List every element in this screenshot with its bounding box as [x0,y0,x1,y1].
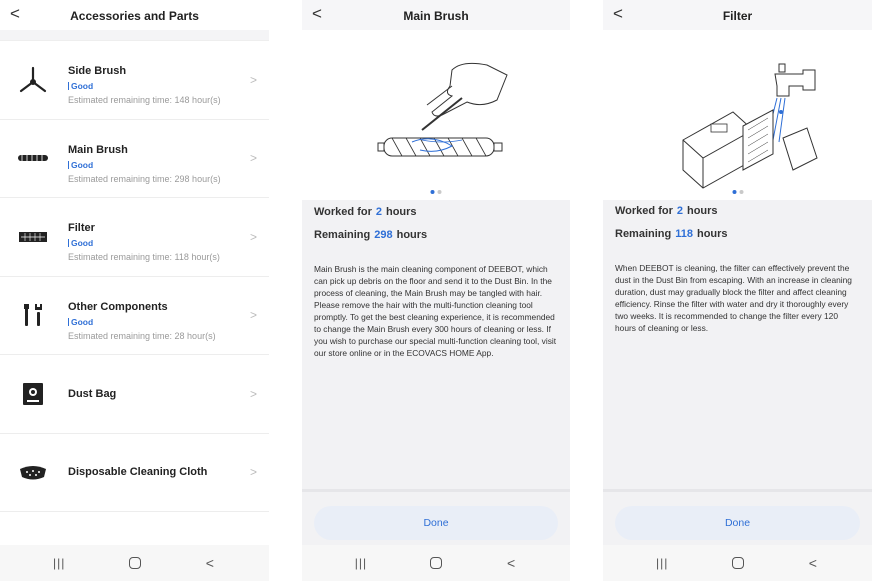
accessories-screen [0,0,269,581]
remaining-value: 118 [675,228,693,240]
back-button[interactable]: < [613,4,623,23]
done-area [302,489,570,545]
done-area [603,489,872,545]
item-name: Main Brush [68,143,128,156]
remaining-stat [615,228,728,240]
page-title: Main Brush [403,9,469,23]
chevron-right-icon: > [249,229,257,244]
home-button[interactable] [732,557,744,569]
worked-label: Worked for [615,205,673,217]
recent-apps-button[interactable]: ||| [52,556,66,570]
worked-unit: hours [385,206,417,218]
divider [0,30,269,40]
remaining-time: Estimated remaining time: 28 hour(s) [68,330,216,341]
back-button[interactable]: < [10,4,20,23]
chevron-right-icon: > [249,151,257,166]
top-bar [603,0,872,30]
worked-value: 2 [375,206,382,218]
faucet-rinsing-filter-icon [603,30,872,200]
page-title: Filter [722,9,753,23]
list-item-cleaning-cloth[interactable] [0,434,269,513]
carousel-dot[interactable] [438,190,442,194]
worked-unit: hours [686,205,718,217]
chevron-right-icon: > [249,465,257,480]
main-brush-icon [16,143,50,173]
carousel-dot[interactable] [431,190,435,194]
back-button[interactable]: < [312,4,322,23]
remaining-label: Remaining [615,228,672,240]
home-button[interactable] [430,557,442,569]
chevron-right-icon: > [249,386,257,401]
item-name: Dust Bag [68,387,117,400]
main-brush-illustration [302,30,570,200]
status-badge: Good [68,160,93,170]
filter-illustration [603,30,872,200]
remaining-time: Estimated remaining time: 298 hour(s) [68,173,221,184]
remaining-unit: hours [396,229,428,241]
status-badge: Good [68,317,93,327]
remaining-unit: hours [696,228,728,240]
list-item-other-components[interactable] [0,277,269,356]
remaining-value: 298 [374,229,393,241]
remaining-time: Estimated remaining time: 118 hour(s) [68,252,220,262]
side-brush-icon [16,65,50,95]
page-title: Accessories and Parts [70,9,199,23]
hand-cleaning-brush-icon [302,30,570,200]
list-item-filter[interactable] [0,198,269,277]
home-button[interactable] [129,557,141,569]
remaining-label: Remaining [314,229,371,241]
list-item-main-brush[interactable] [0,120,269,199]
filter-icon [16,222,50,252]
nav-back-button[interactable]: < [506,555,516,571]
item-name: Disposable Cleaning Cloth [68,466,208,479]
carousel-dot[interactable] [739,190,743,194]
top-bar [302,0,570,30]
item-name: Side Brush [68,65,127,77]
remaining-stat [314,229,427,241]
worked-for-stat [314,206,417,218]
item-name: Other Components [68,300,168,313]
chevron-right-icon: > [249,308,257,323]
nav-back-button[interactable]: < [205,555,214,571]
remaining-time: Estimated remaining time: 148 hour(s) [68,95,221,105]
nav-back-button[interactable]: < [808,555,817,571]
recent-apps-button[interactable]: ||| [655,556,669,570]
list-item-dust-bag[interactable] [0,355,269,434]
worked-value: 2 [676,205,683,217]
main-brush-screen [302,0,570,581]
cleaning-cloth-icon [16,457,50,487]
done-button[interactable]: Done [314,506,558,540]
filter-screen [603,0,872,581]
description-text: When DEEBOT is cleaning, the filter can effectively prevent the dust in the Dust Bin from escaping. With an increase in cleaning duration, dust may gradually block the filter and affect cleaning efficiency. Rinse the filter with water and dry it thoroughly every two weeks. It is recommended to change the filter every 120 hours of cleaning or less. [615,263,852,333]
list-item-side-brush[interactable] [0,41,269,120]
done-button[interactable]: Done [615,506,860,540]
carousel-dots [732,190,743,194]
worked-label: Worked for [314,206,372,218]
recent-apps-button[interactable]: ||| [354,556,368,570]
chevron-right-icon: > [249,72,257,87]
carousel-dot[interactable] [732,190,736,194]
top-bar [0,0,269,30]
system-nav-bar [302,545,570,581]
dust-bag-icon [16,379,50,409]
system-nav-bar [603,545,872,581]
item-name: Filter [68,222,95,234]
parts-list [0,40,269,512]
status-badge: Good [68,81,93,91]
system-nav-bar [0,545,269,581]
tools-icon [16,300,50,330]
description-text: Main Brush is the main cleaning component of DEEBOT, which can pick up debris on the floor and send it to the Dust Bin. In the process of cleaning, the Main Brush may be tangled with hair. Please remove the hair with the multi-function cleaning tool promptly. To get the best cleaning experience, it is recommended to change the Main Brush every 300 hours of cleaning or less. If you wish to purchase our special multi-function cleaning tool, visit our store online or in the ECOVACS HOME App. [314,264,557,358]
status-badge: Good [68,238,93,248]
worked-for-stat [615,205,718,217]
carousel-dots [431,190,442,194]
